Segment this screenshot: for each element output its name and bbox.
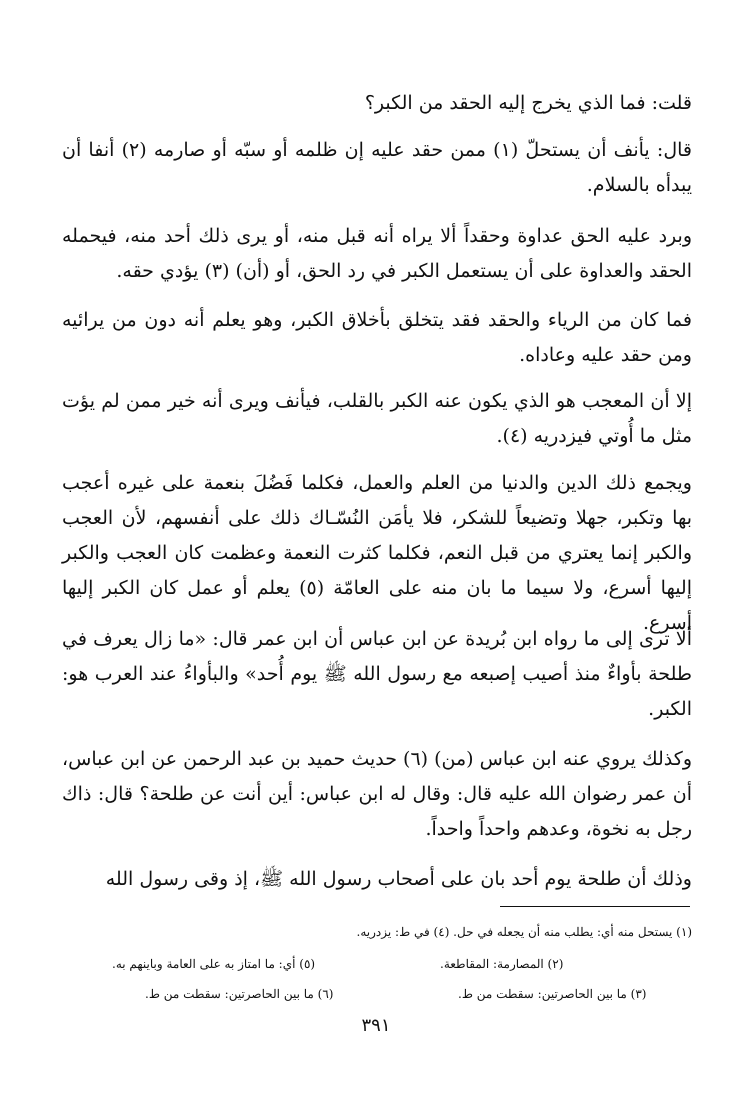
paragraph-1: قلت: فما الذي يخرج إليه الحقد من الكبر؟ — [364, 92, 692, 114]
footnote-5: (٥) أي: ما امتاز به على العامة وباينهم به. — [112, 957, 316, 971]
paragraph-9: وذلك أن طلحة يوم أحد بان على أصحاب رسول الله ﷺ، إذ وقى رسول الله — [105, 868, 692, 890]
page-number: ٣٩١ — [361, 1015, 391, 1036]
footnote-1-4: (١) يستحل منه أي: يطلب منه أن يجعله في حل. (٤) في ط: يزدريه. — [356, 925, 692, 939]
paragraph-4: فما كان من الرياء والحقد فقد يتخلق بأخلاق الكبر، وهو يعلم أنه دون من يرائيه ومن حقد عليه وعاداه. — [62, 309, 692, 366]
footnote-2: (٢) المصارمة: المقاطعة. — [440, 957, 564, 971]
paragraph-2: قال: يأنف أن يستحلّ (١) ممن حقد عليه إن ظلمه أو سبّه أو صارمه (٢) أنفا أن يبدأه بالسلام. — [62, 139, 692, 196]
footnote-6: (٦) ما بين الحاصرتين: سقطت من ط. — [145, 987, 334, 1001]
paragraph-5: إلا أن المعجب هو الذي يكون عنه الكبر بالقلب، فيأنف ويرى أنه خير ممن لم يؤت مثل ما أُوتي فيزدريه (٤). — [62, 390, 692, 447]
footnote-divider — [500, 906, 690, 907]
footnote-3: (٣) ما بين الحاصرتين: سقطت من ط. — [458, 987, 647, 1001]
paragraph-7: ألا ترى إلى ما رواه ابن بُريدة عن ابن عباس أن ابن عمر قال: «ما زال يعرف في طلحة بأواءٌ منذ أصيب إصبعه مع رسول الله ﷺ يوم أُحد» والبأواءُ عند العرب هو: الكبر. — [62, 628, 692, 720]
paragraph-6: ويجمع ذلك الدين والدنيا من العلم والعمل، فكلما فَضُلَ بنعمة على غيره أعجب بها وتكبر، جهلا وتضيعاً للشكر، فلا يأمَن النُسّـاك ذلك على أنفسهم، لأن العجب والكبر إنما يعتري من قبل النعم، فكلما كثرت النعمة وعظمت كان العجب والكبر إليها أسرع، ولا سيما ما بان منه على العامّة (٥) يعلم أو عمل كان الكبر إليها أسرع. — [62, 472, 692, 634]
paragraph-3: وبرد عليه الحق عداوة وحقداً ألا يراه أنه قبل منه، أو يرى ذلك أحد منه، فيحمله الحقد والعداوة على أن يستعمل الكبر في رد الحق، أو (أن) (٣) يؤدي حقه. — [62, 225, 692, 282]
paragraph-8: وكذلك يروي عنه ابن عباس (من) (٦) حديث حميد بن عبد الرحمن عن ابن عباس، أن عمر رضوان الله عليه قال: وقال له ابن عباس: أين أنت عن طلحة؟ قال: ذاك رجل به نخوة، وعدهم واحداً واحداً. — [62, 748, 692, 840]
